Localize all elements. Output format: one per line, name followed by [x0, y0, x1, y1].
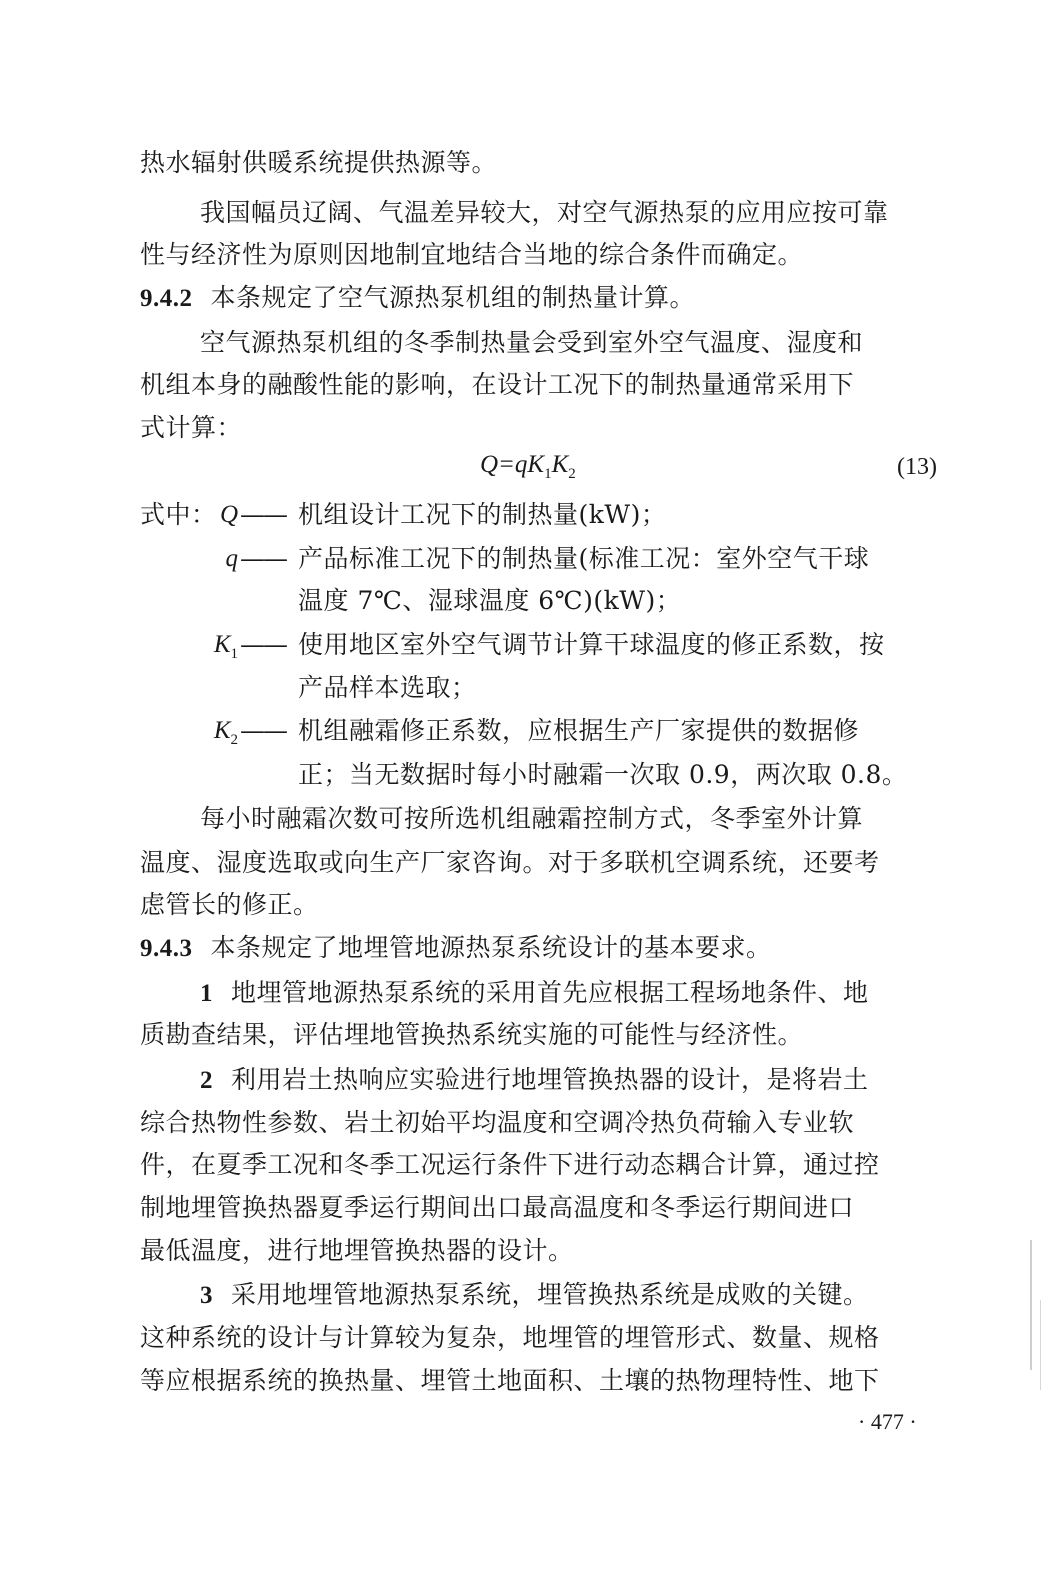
- var-K2: [148, 716, 238, 755]
- scan-edge-rule: [1040, 1300, 1041, 1390]
- dash: ——: [240, 500, 286, 529]
- definition-K2-line2: 正；当无数据时每小时融霜一次取 0.9，两次取 0.8。: [298, 760, 908, 789]
- section-title: 本条规定了空气源热泵机组的制热量计算。: [210, 283, 696, 312]
- formula-lhs: Q=qK: [480, 451, 545, 478]
- item-text: 采用地埋管地源热泵系统，埋管换热系统是成败的关键。: [231, 1280, 869, 1309]
- paragraph-line: 每小时融霜次数可按所选机组融霜控制方式，冬季室外计算: [200, 804, 864, 833]
- formula-k: K: [551, 451, 569, 478]
- item-number: 3: [200, 1282, 213, 1309]
- item-text: 利用岩土热响应实验进行地埋管换热器的设计，是将岩土: [231, 1065, 869, 1094]
- var-K1: [148, 630, 238, 669]
- definition-q-line2: 温度 7℃、湿球温度 6℃)(kW)；: [298, 586, 682, 615]
- formula-sub-2: 2: [568, 466, 576, 482]
- list-item: [200, 1065, 869, 1096]
- paragraph-line: 我国幅员辽阔、气温差异较大，对空气源热泵的应用应按可靠: [200, 198, 889, 227]
- dash: ——: [240, 544, 286, 573]
- var-q: q: [225, 545, 238, 572]
- paragraph-line: 等应根据系统的换热量、埋管土地面积、土壤的热物理特性、地下: [140, 1366, 880, 1395]
- section-title: 本条规定了地埋管地源热泵系统设计的基本要求。: [210, 933, 772, 962]
- dash: ——: [240, 630, 286, 659]
- dash: ——: [240, 716, 286, 745]
- definition-q-line1: 产品标准工况下的制热量(标准工况：室外空气干球: [298, 544, 870, 573]
- paragraph-line: 综合热物性参数、岩土初始平均温度和空调冷热负荷输入专业软: [140, 1108, 855, 1137]
- formula-sub-1: 1: [544, 466, 552, 482]
- definition-K2-line1: 机组融霜修正系数，应根据生产厂家提供的数据修: [298, 716, 860, 745]
- section-number: 9.4.2: [140, 285, 193, 312]
- var-K2-sub: 2: [230, 732, 238, 748]
- item-number: 1: [200, 980, 213, 1007]
- definition-Q: 机组设计工况下的制热量(kW)；: [298, 500, 667, 529]
- scan-edge-rule: [1030, 1240, 1032, 1370]
- var-K1-sub: 1: [230, 646, 238, 662]
- list-item: [200, 1280, 869, 1311]
- var-Q: Q: [219, 501, 238, 528]
- var-K2-symbol: K: [213, 717, 231, 744]
- paragraph-line: 空气源热泵机组的冬季制热量会受到室外空气温度、湿度和: [200, 328, 864, 357]
- page-number: · 477 ·: [858, 1409, 917, 1434]
- equation-number: (13): [897, 454, 937, 480]
- formula: [480, 450, 576, 489]
- paragraph-line: 虑管长的修正。: [140, 890, 319, 919]
- item-text: 地埋管地源热泵系统的采用首先应根据工程场地条件、地: [231, 978, 869, 1007]
- section-number: 9.4.3: [140, 935, 193, 962]
- definitions-prefix: 式中：: [140, 500, 217, 529]
- paragraph-line: 性与经济性为原则因地制宜地结合当地的综合条件而确定。: [140, 240, 804, 269]
- item-number: 2: [200, 1067, 213, 1094]
- paragraph-line: 机组本身的融酸性能的影响，在设计工况下的制热量通常采用下: [140, 370, 855, 399]
- list-item: [200, 978, 869, 1009]
- paragraph-line: 这种系统的设计与计算较为复杂，地埋管的埋管形式、数量、规格: [140, 1323, 880, 1352]
- paragraph-line: 热水辐射供暖系统提供热源等。: [140, 148, 498, 177]
- paragraph-line: 制地埋管换热器夏季运行期间出口最高温度和冬季运行期间进口: [140, 1193, 855, 1222]
- paragraph-line: 件，在夏季工况和冬季工况运行条件下进行动态耦合计算，通过控: [140, 1150, 880, 1179]
- definition-K1-line2: 产品样本选取；: [298, 673, 477, 702]
- definition-K1-line1: 使用地区室外空气调节计算干球温度的修正系数，按: [298, 630, 885, 659]
- paragraph-line: 式计算：: [140, 413, 243, 442]
- section-heading: [140, 933, 772, 964]
- paragraph-line: 温度、湿度选取或向生产厂家咨询。对于多联机空调系统，还要考: [140, 848, 880, 877]
- paragraph-line: 最低温度，进行地埋管换热器的设计。: [140, 1236, 574, 1265]
- section-heading: [140, 283, 695, 314]
- var-K1-symbol: K: [213, 631, 231, 658]
- paragraph-line: 质勘查结果，评估埋地管换热系统实施的可能性与经济性。: [140, 1020, 804, 1049]
